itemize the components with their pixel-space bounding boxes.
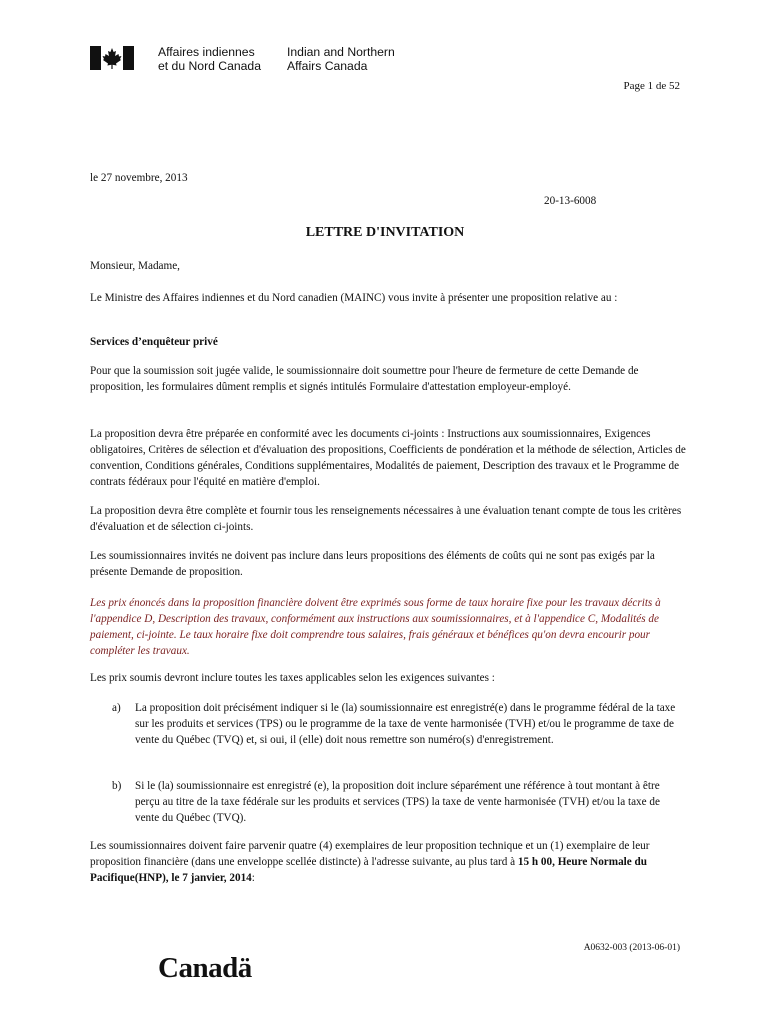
paragraph-documents: La proposition devra être préparée en conformité avec les documents ci-joints : Instructions aux soumissionnaires, Exigences obligatoires, Critères de sélection et d'évaluation des propositions, Coefficients de pondération et la méthode de sélection, Articles de convention, Conditions générales, Conditions supplémentaires, Modalités de paiement, Description des travaux et le Programme de contrats fédéraux pour l'équité en matière d'emploi.	[90, 428, 686, 488]
department-name-fr-line2: et du Nord Canada	[158, 59, 261, 73]
page-number: Page 1 de 52	[623, 80, 680, 92]
paragraph-pricing: Les prix énoncés dans la proposition financière doivent être exprimés sous forme de taux horaire fixe pour les travaux décrits à l'appendice D, Description des travaux, conformément aux instructions aux soumissionnaires, et à l'appendice C, Modalités de paiement, ci-jointe. Le taux horaire fixe doit comprendre tous salaires, frais généraux et bénéfices qu'on devra encourir pour compléter les travaux.	[90, 597, 661, 657]
paragraph-validity: Pour que la soumission soit jugée valide, le soumissionnaire doit soumettre pour l'heure de fermeture de cette Demande de proposition, les formulaires dûment remplis et signés intitulés Formulaire d'attestation employeur-employé.	[90, 365, 639, 393]
canada-flag-icon	[90, 46, 134, 70]
submission-deadline-end: :	[251, 872, 255, 884]
department-name-fr	[158, 45, 261, 73]
list-item-b: Si le (la) soumissionnaire est enregistré (e), la proposition doit inclure séparément une référence à tout montant à être perçu au titre de la taxe fédérale sur les produits et services (TPS) la taxe de vente harmonisée (TVH) et/ou la taxe de vente du Québec (TVQ).	[135, 780, 660, 824]
service-title: Services d’enquêteur privé	[90, 336, 218, 348]
submission-deadline: 15 h 00, Heure Normale du Pacifique(HNP), le 7 janvier, 2014	[90, 856, 647, 884]
submission-text: Les soumissionnaires doivent faire parvenir quatre (4) exemplaires de leur proposition technique et un (1) exemplaire de leur proposition financière (dans une enveloppe scellée distincte) à l'adresse suivante, au plus tard à	[90, 840, 650, 868]
department-name-en-line1: Indian and Northern	[287, 45, 395, 59]
paragraph-submission	[90, 838, 690, 886]
canada-wordmark-logo: Canadä	[158, 952, 252, 984]
page-title: LETTRE D'INVITATION	[305, 225, 465, 240]
list-marker-a: a)	[112, 702, 121, 714]
intro-paragraph: Le Ministre des Affaires indiennes et du Nord canadien (MAINC) vous invite à présenter une proposition relative au :	[90, 292, 618, 304]
list-marker-b: b)	[112, 780, 122, 792]
paragraph-costs: Les soumissionnaires invités ne doivent pas inclure dans leurs propositions des éléments de coûts qui ne sont pas exigés par la présente Demande de proposition.	[90, 550, 655, 578]
department-name-fr-line1: Affaires indiennes	[158, 45, 255, 59]
paragraph-completeness: La proposition devra être complète et fournir tous les renseignements nécessaires à une évaluation tenant compte de tous les critères d'évaluation et de sélection ci-joints.	[90, 505, 682, 533]
department-name-en-line2: Affairs Canada	[287, 59, 368, 73]
list-item-a: La proposition doit précisément indiquer si le (la) soumissionnaire est enregistré(e) dans le programme fédéral de la taxe sur les produits et services (TPS) ou le programme de la taxe de vente harmonisée (TVH) et/ou le programme de taxe de vente du Québec (TVQ) et, si oui, il (elle) doit nous remettre son numéro(s) d'enregistrement.	[135, 702, 676, 746]
salutation: Monsieur, Madame,	[90, 260, 180, 272]
paragraph-taxes: Les prix soumis devront inclure toutes les taxes applicables selon les exigences suivantes :	[90, 672, 495, 684]
letter-date: le 27 novembre, 2013	[90, 172, 188, 184]
department-name-en	[287, 45, 395, 73]
reference-number: 20-13-6008	[544, 195, 597, 207]
form-code: A0632-003 (2013-06-01)	[583, 943, 680, 953]
